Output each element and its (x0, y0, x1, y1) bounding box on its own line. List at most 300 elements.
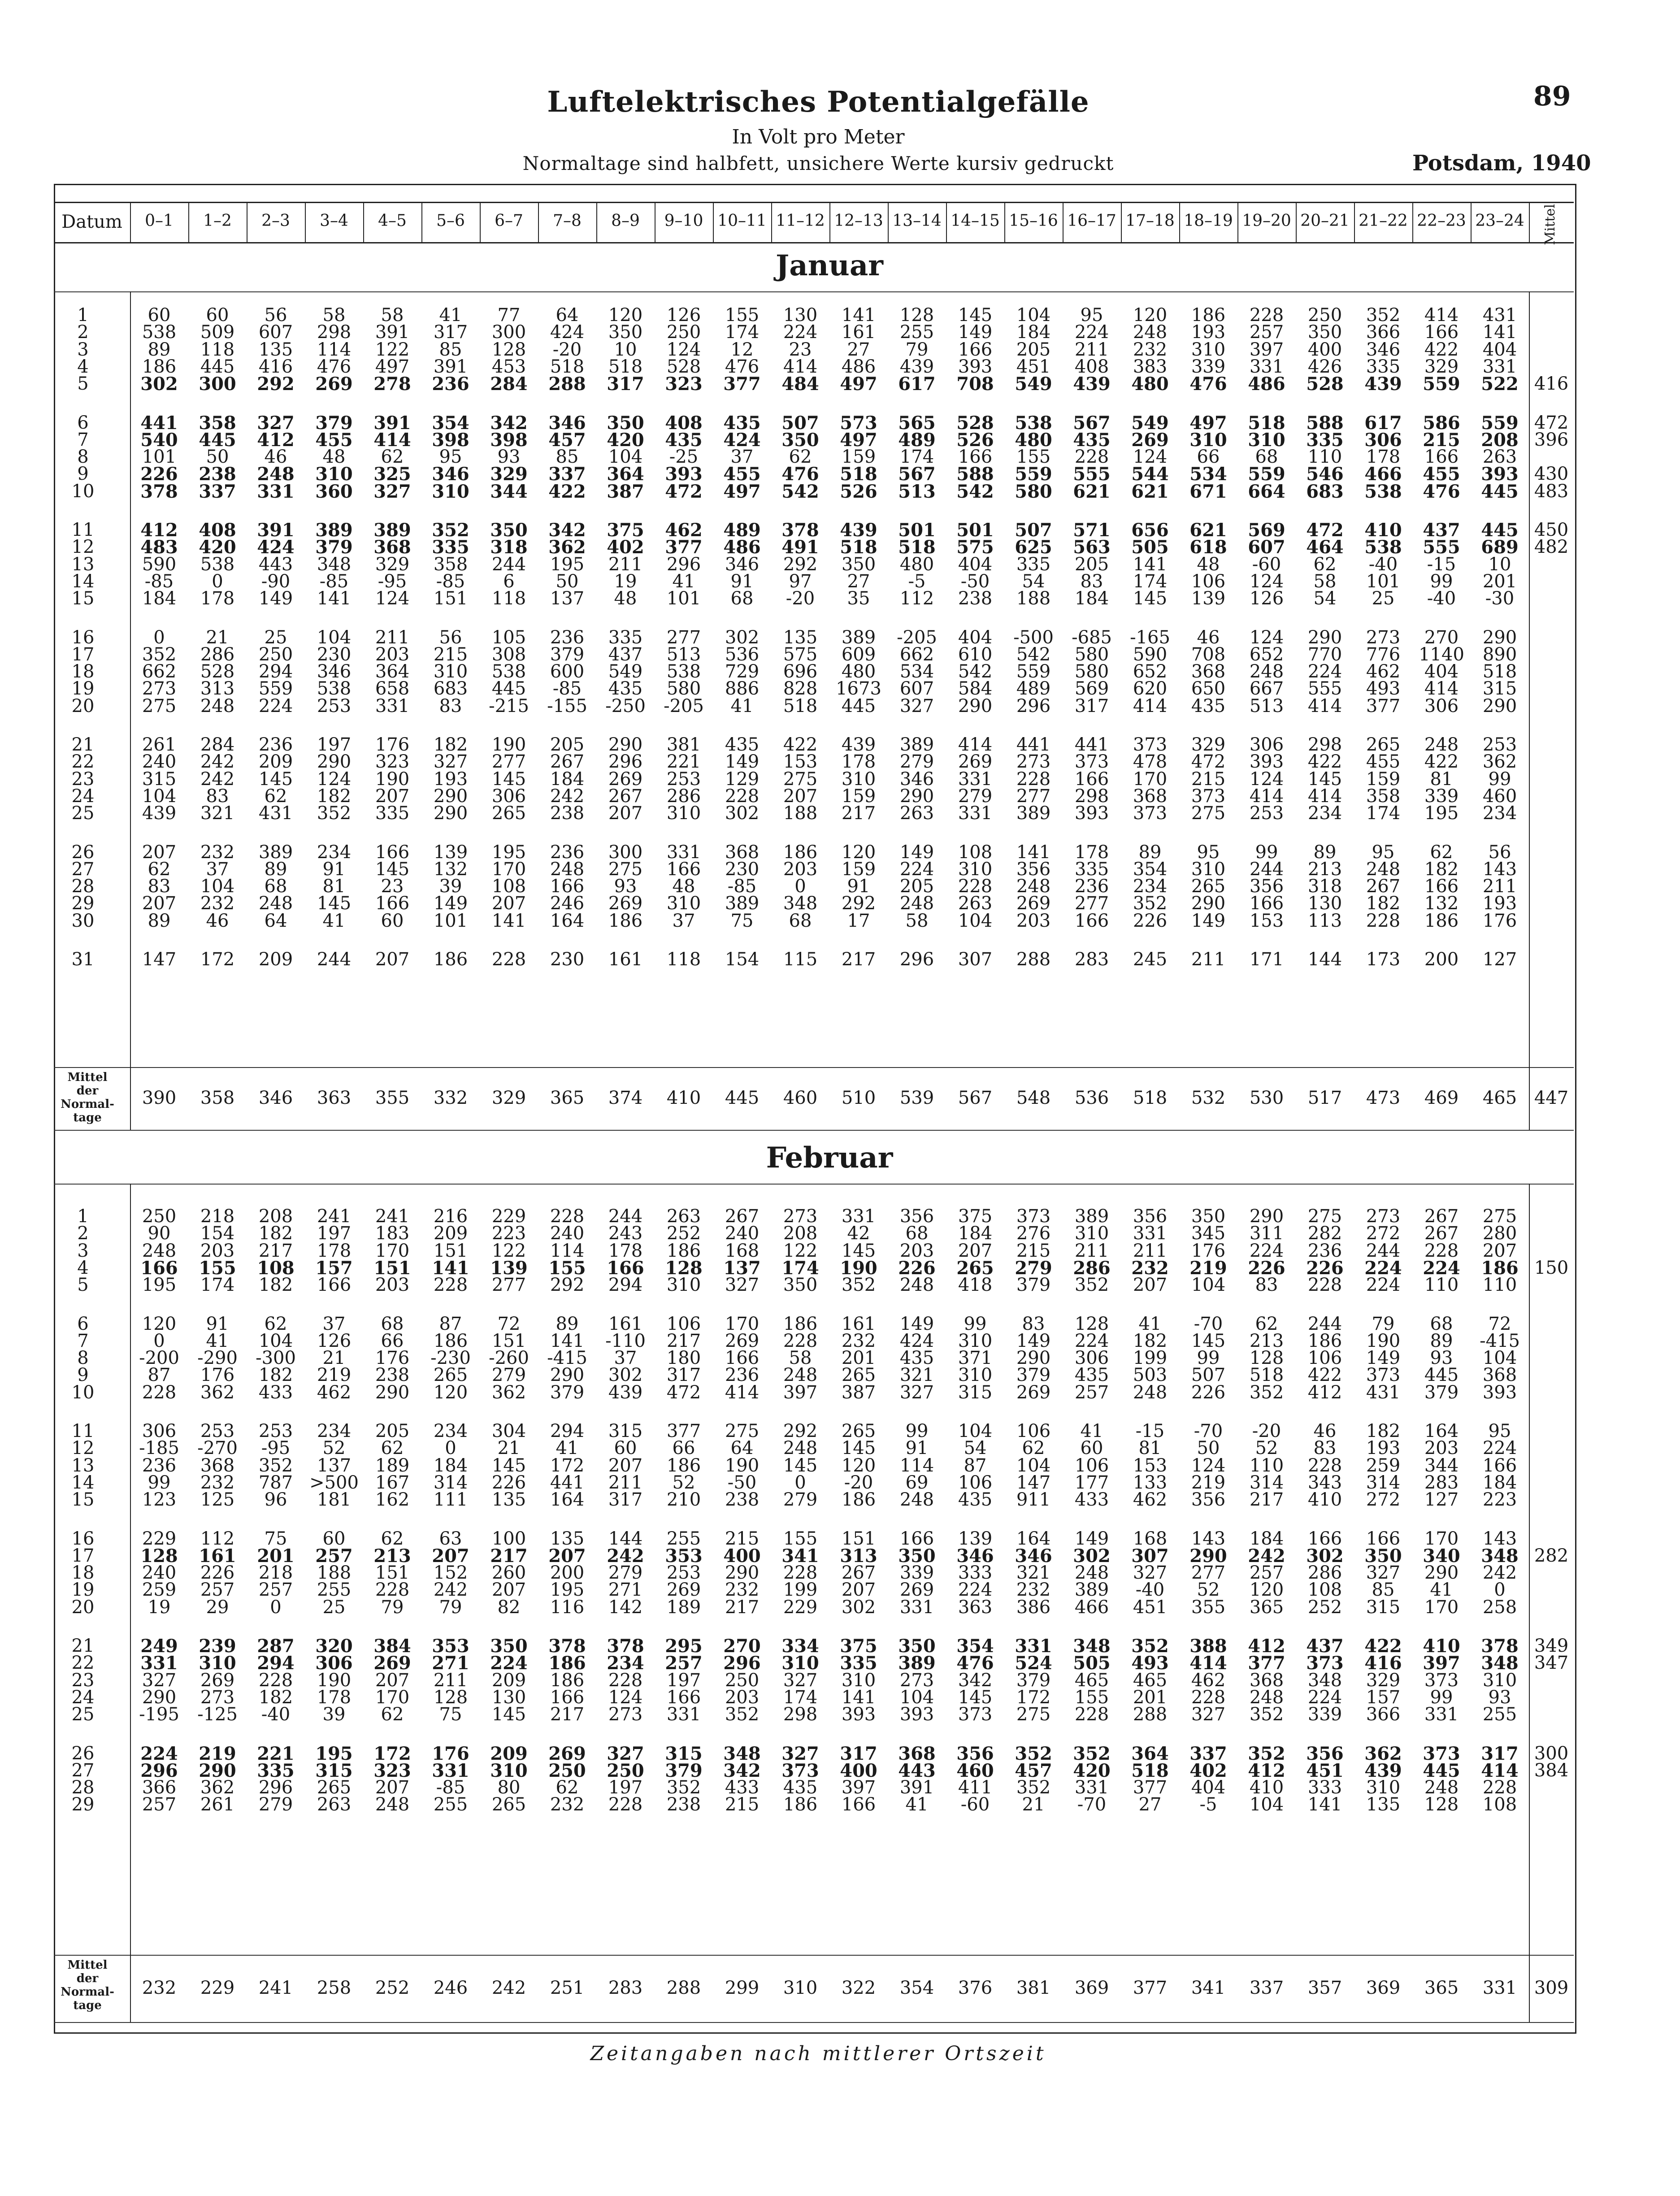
table-cell: 476 (781, 464, 819, 485)
table-cell: 207 (142, 893, 177, 914)
table-cell: 352 (666, 1777, 701, 1798)
table-cell: 80 (497, 1777, 521, 1798)
table-cell: 42 (847, 1223, 870, 1244)
table-cell: 226 (1191, 1382, 1226, 1403)
day-number: 28 (71, 1777, 95, 1798)
table-cell: 443 (898, 1760, 936, 1781)
table-cell: 346 (1015, 1545, 1052, 1567)
column-rule (829, 202, 830, 242)
table-cell: 0 (153, 627, 165, 648)
table-cell: 528 (200, 661, 235, 682)
table-cell: 350 (841, 554, 876, 575)
table-cell: 355 (1191, 1597, 1226, 1618)
table-cell: 286 (1307, 1562, 1342, 1584)
table-cell: 139 (1191, 588, 1226, 609)
table-cell: 277 (1016, 786, 1051, 807)
table-cell: 224 (1482, 1438, 1517, 1459)
table-cell: 172 (1016, 1687, 1051, 1708)
table-cell: -20 (844, 1472, 873, 1493)
header-hour: 22–23 (1417, 212, 1466, 230)
table-cell: 315 (142, 768, 177, 790)
table-cell: 253 (1249, 803, 1284, 824)
table-cell: 126 (1249, 588, 1284, 609)
table-cell: 433 (1074, 1489, 1109, 1510)
table-cell: 555 (1073, 464, 1111, 485)
table-cell: 104 (200, 876, 235, 897)
table-cell: 58 (1313, 571, 1337, 592)
table-cell: 265 (491, 1794, 526, 1815)
table-cell: 590 (1133, 644, 1168, 665)
table-cell: 290 (1307, 627, 1342, 648)
table-cell: 327 (899, 695, 934, 716)
normal-mean-cell: 365 (550, 1088, 585, 1108)
table-cell: 352 (841, 1275, 876, 1296)
table-cell: 284 (200, 734, 235, 755)
day-number: 14 (71, 571, 95, 592)
table-cell: -200 (139, 1348, 179, 1369)
table-cell: 241 (375, 1206, 410, 1227)
table-cell: 911 (1016, 1489, 1051, 1510)
table-cell: 0 (1494, 1580, 1506, 1601)
table-cell: 362 (200, 1777, 235, 1798)
table-cell: 296 (608, 751, 643, 773)
table-cell: 391 (433, 356, 468, 377)
table-cell: 89 (1430, 1330, 1453, 1351)
table-cell: 182 (1424, 859, 1459, 880)
table-cell: 244 (608, 1206, 643, 1227)
table-cell: 414 (958, 734, 993, 755)
table-cell: 352 (1073, 1743, 1111, 1764)
table-cell: 346 (432, 464, 469, 485)
table-cell: 75 (439, 1704, 462, 1725)
mean-row-label-line: Normal- (61, 1985, 114, 1999)
table-cell: 414 (1249, 786, 1284, 807)
table-cell: 342 (723, 1760, 761, 1781)
table-cell: 149 (258, 588, 293, 609)
table-cell: 272 (1366, 1223, 1401, 1244)
table-cell: 10 (614, 339, 637, 360)
table-cell: 236 (725, 1365, 760, 1386)
table-cell: 91 (730, 571, 754, 592)
table-cell: 335 (1016, 554, 1051, 575)
table-cell: 166 (1424, 876, 1459, 897)
table-cell: 219 (317, 1365, 352, 1386)
table-cell: 567 (898, 464, 936, 485)
table-cell: 106 (1016, 1421, 1051, 1441)
table-cell: 542 (1016, 644, 1051, 665)
table-cell: 259 (142, 1580, 177, 1601)
table-cell: 393 (1074, 803, 1109, 824)
table-cell: 526 (956, 429, 994, 451)
table-cell: 439 (1073, 373, 1111, 395)
table-cell: 563 (1073, 537, 1111, 558)
table-cell: 280 (1482, 1223, 1517, 1244)
table-cell: 272 (1366, 1489, 1401, 1510)
table-cell: 335 (432, 537, 469, 558)
normal-mean-cell: 381 (1016, 1978, 1051, 1998)
normal-mean-cell: 346 (258, 1088, 293, 1108)
table-cell: 290 (550, 1365, 585, 1386)
table-cell: 518 (550, 356, 585, 377)
table-cell: 174 (1133, 571, 1168, 592)
table-cell: 139 (433, 842, 468, 863)
daily-mean: 349 (1534, 1636, 1569, 1656)
table-cell: 503 (1133, 1365, 1168, 1386)
table-cell: -40 (1368, 554, 1398, 575)
table-cell: 489 (1016, 678, 1051, 699)
table-cell: 82 (497, 1597, 521, 1618)
table-cell: -60 (960, 1794, 990, 1815)
table-cell: 348 (1481, 1545, 1519, 1567)
table-cell: 555 (1423, 537, 1460, 558)
day-number: 22 (71, 1653, 95, 1674)
table-cell: 350 (783, 1275, 818, 1296)
table-cell: 337 (199, 481, 236, 502)
table-cell: 108 (491, 876, 526, 897)
header-mittel: Mittel (1542, 204, 1558, 245)
table-cell: 828 (783, 678, 818, 699)
table-cell: 155 (1016, 447, 1051, 468)
table-cell: 188 (1016, 588, 1051, 609)
table-cell: 186 (666, 1455, 701, 1476)
table-cell: 424 (257, 537, 295, 558)
table-cell: 404 (958, 627, 993, 648)
table-cell: 213 (373, 1545, 411, 1567)
table-cell: 166 (1366, 1528, 1401, 1549)
table-cell: 260 (491, 1562, 526, 1584)
table-cell: 224 (783, 322, 818, 343)
table-cell: 188 (783, 803, 818, 824)
header-hour: 2–3 (261, 212, 290, 230)
table-cell: 143 (1482, 1528, 1517, 1549)
table-cell: 350 (1191, 1206, 1226, 1227)
table-cell: 226 (1248, 1257, 1285, 1279)
table-cell: 306 (1074, 1348, 1109, 1369)
table-cell: 181 (317, 1489, 352, 1510)
table-cell: 327 (783, 1670, 818, 1691)
table-cell: 244 (491, 554, 526, 575)
table-cell: 161 (608, 1313, 643, 1334)
day-number: 1 (77, 1206, 89, 1227)
normal-mean-cell: 445 (725, 1088, 760, 1108)
table-cell: 186 (666, 1240, 701, 1261)
table-cell: 93 (1430, 1348, 1453, 1369)
table-cell: 536 (725, 644, 760, 665)
table-cell: 366 (1366, 1704, 1401, 1725)
column-rule (363, 202, 364, 242)
table-cell: 81 (1430, 768, 1453, 790)
table-cell: 344 (490, 481, 528, 502)
table-cell: 48 (672, 876, 695, 897)
table-cell: 356 (956, 1743, 994, 1764)
day-number: 6 (77, 412, 89, 433)
table-cell: 580 (1015, 481, 1052, 502)
table-cell: 273 (1366, 1206, 1401, 1227)
table-cell: 50 (556, 571, 579, 592)
table-cell: -20 (552, 339, 582, 360)
table-cell: 273 (1016, 751, 1051, 773)
table-cell: 229 (142, 1528, 177, 1549)
table-cell: 145 (783, 1455, 818, 1476)
table-cell: 362 (491, 1382, 526, 1403)
location-label: Potsdam, 1940 (1412, 151, 1591, 176)
table-cell: 155 (783, 1528, 818, 1549)
table-cell: 472 (1191, 751, 1226, 773)
table-cell: 174 (783, 1687, 818, 1708)
table-cell: 228 (1482, 1777, 1517, 1798)
table-cell: 166 (666, 1687, 701, 1708)
table-cell: 368 (898, 1743, 936, 1764)
normal-mean-cell: 460 (783, 1088, 818, 1108)
table-cell: 162 (375, 1489, 410, 1510)
table-cell: 310 (433, 661, 468, 682)
table-cell: 346 (548, 412, 586, 434)
table-cell: 267 (1424, 1223, 1459, 1244)
table-cell: 197 (317, 734, 352, 755)
table-cell: 208 (1481, 429, 1519, 451)
table-cell: 462 (1191, 1670, 1226, 1691)
table-cell: 248 (1074, 1562, 1109, 1584)
table-cell: 302 (608, 1365, 643, 1386)
table-cell: 549 (608, 661, 643, 682)
column-rule (1237, 202, 1238, 242)
table-cell: 315 (608, 1421, 643, 1441)
table-cell: 128 (140, 1545, 178, 1567)
mean-row-label (54, 1958, 121, 2012)
table-cell: 588 (1306, 412, 1344, 434)
table-cell: 364 (1131, 1743, 1169, 1764)
table-cell: 83 (1255, 1275, 1278, 1296)
table-cell: 253 (258, 1421, 293, 1441)
table-cell: 99 (148, 1472, 171, 1493)
table-cell: 128 (899, 305, 934, 325)
table-cell: 310 (1189, 429, 1227, 451)
table-cell: 310 (781, 1653, 819, 1674)
normal-mean-cell: 358 (200, 1088, 235, 1108)
table-cell: 269 (1131, 429, 1169, 451)
table-cell: 122 (375, 339, 410, 360)
table-cell: 356 (1191, 1489, 1226, 1510)
table-cell: 302 (725, 627, 760, 648)
table-cell: 404 (1482, 339, 1517, 360)
table-cell: 439 (1364, 373, 1402, 395)
table-cell: 63 (439, 1528, 462, 1549)
table-cell: 278 (373, 373, 411, 395)
table-cell: 104 (1191, 1275, 1226, 1296)
column-rule (1354, 202, 1355, 242)
table-cell: 207 (491, 1580, 526, 1601)
table-cell: 327 (373, 481, 411, 502)
table-cell: 238 (725, 1489, 760, 1510)
table-cell: 422 (1424, 751, 1459, 773)
table-cell: 302 (140, 373, 178, 395)
table-cell: 559 (258, 678, 293, 699)
table-cell: 708 (956, 373, 994, 395)
table-cell: 455 (723, 464, 761, 485)
table-cell: 246 (550, 893, 585, 914)
table-cell: 217 (258, 1240, 293, 1261)
table-cell: 275 (1307, 1206, 1342, 1227)
table-cell: 174 (899, 447, 934, 468)
table-cell: 141 (841, 305, 876, 325)
table-cell: 166 (958, 447, 993, 468)
table-cell: 224 (958, 1580, 993, 1601)
table-cell: 412 (257, 429, 295, 451)
table-cell: 292 (783, 1421, 818, 1441)
table-cell: 292 (783, 554, 818, 575)
table-cell: 83 (439, 695, 462, 716)
table-cell: 81 (1138, 1438, 1162, 1459)
normal-mean-cell: 241 (258, 1978, 293, 1998)
table-cell: 379 (315, 412, 353, 434)
table-cell: 77 (497, 305, 521, 325)
table-cell: 317 (607, 373, 644, 395)
day-number: 15 (71, 1489, 95, 1510)
table-cell: 308 (491, 644, 526, 665)
table-cell: 534 (1189, 464, 1227, 485)
table-cell: 352 (317, 803, 352, 824)
table-cell: 182 (1366, 893, 1401, 914)
table-cell: -40 (261, 1704, 291, 1725)
table-cell: 538 (666, 661, 701, 682)
table-cell: 178 (1074, 842, 1109, 863)
table-cell: 352 (258, 1455, 293, 1476)
table-cell: 205 (899, 876, 934, 897)
table-cell: 358 (199, 412, 236, 434)
table-cell: 128 (433, 1687, 468, 1708)
table-cell: 290 (1191, 893, 1226, 914)
day-number: 8 (77, 1348, 89, 1369)
table-cell: 112 (200, 1528, 235, 1549)
table-cell: 528 (1306, 373, 1344, 395)
table-cell: 465 (1074, 1670, 1109, 1691)
column-rule (421, 202, 422, 242)
table-cell: 387 (607, 481, 644, 502)
table-cell: 128 (1249, 1348, 1284, 1369)
table-cell: 207 (142, 842, 177, 863)
table-cell: 186 (1424, 910, 1459, 931)
table-cell: 234 (1133, 876, 1168, 897)
table-cell: 178 (841, 751, 876, 773)
table-cell: 99 (1488, 768, 1511, 790)
table-cell: 205 (550, 734, 585, 755)
table-cell: 79 (905, 339, 929, 360)
day-number: 24 (71, 786, 95, 807)
table-cell: 248 (1366, 859, 1401, 880)
table-cell: 269 (548, 1743, 586, 1764)
table-cell: 290 (199, 1760, 236, 1781)
table-cell: 414 (1133, 695, 1168, 716)
table-cell: 221 (666, 751, 701, 773)
table-cell: 228 (375, 1580, 410, 1601)
table-cell: 236 (550, 842, 585, 863)
table-cell: 149 (433, 893, 468, 914)
table-cell: 400 (840, 1760, 877, 1781)
table-cell: 377 (666, 1421, 701, 1441)
table-cell: 197 (317, 1223, 352, 1244)
table-cell: 166 (550, 1687, 585, 1708)
table-cell: 135 (550, 1528, 585, 1549)
table-cell: 124 (1249, 768, 1284, 790)
table-cell: 333 (1307, 1777, 1342, 1798)
table-cell: 238 (199, 464, 236, 485)
day-number: 5 (77, 1275, 89, 1296)
table-cell: 104 (608, 447, 643, 468)
table-cell: 224 (1249, 1240, 1284, 1261)
table-cell: -70 (1194, 1313, 1223, 1334)
table-cell: 193 (433, 768, 468, 790)
table-cell: 226 (1133, 910, 1168, 931)
table-cell: 288 (548, 373, 586, 395)
table-cell: 168 (725, 1240, 760, 1261)
table-cell: 453 (491, 356, 526, 377)
table-cell: 195 (142, 1275, 177, 1296)
table-cell: 60 (206, 305, 229, 325)
table-cell: 124 (1133, 447, 1168, 468)
table-cell: 21 (1022, 1794, 1045, 1815)
table-cell: 104 (958, 1421, 993, 1441)
table-cell: 122 (491, 1240, 526, 1261)
table-cell: 60 (148, 305, 171, 325)
column-rule (713, 202, 714, 242)
table-cell: 518 (898, 537, 936, 558)
table-cell: -125 (197, 1704, 238, 1725)
table-cell: 159 (1366, 768, 1401, 790)
table-cell: 221 (257, 1743, 295, 1764)
table-cell: 267 (608, 786, 643, 807)
table-cell: 373 (1306, 1653, 1344, 1674)
column-rule (480, 202, 481, 242)
table-cell: 269 (373, 1653, 411, 1674)
table-cell: 228 (1366, 910, 1401, 931)
table-cell: 518 (1482, 661, 1517, 682)
table-cell: 435 (608, 678, 643, 699)
table-cell: 466 (1364, 464, 1402, 485)
table-cell: -25 (669, 447, 699, 468)
table-cell: 143 (1191, 1528, 1226, 1549)
table-cell: 298 (783, 1704, 818, 1725)
table-cell: 269 (315, 373, 353, 395)
table-cell: 219 (1191, 1472, 1226, 1493)
day-number: 16 (71, 627, 95, 648)
table-cell: 310 (199, 1653, 236, 1674)
table-cell: 124 (608, 1687, 643, 1708)
table-cell: 462 (1366, 661, 1401, 682)
table-cell: 151 (373, 1257, 411, 1279)
table-cell: 457 (1015, 1760, 1052, 1781)
table-cell: 130 (491, 1687, 526, 1708)
table-cell: 252 (1307, 1597, 1342, 1618)
table-cell: 108 (1307, 1580, 1342, 1601)
table-cell: 95 (1197, 842, 1220, 863)
table-cell: 569 (1248, 520, 1285, 541)
table-cell: 141 (432, 1257, 469, 1279)
table-cell: 412 (1248, 1760, 1285, 1781)
table-cell: -195 (139, 1704, 179, 1725)
table-cell: 455 (1366, 751, 1401, 773)
table-cell: 236 (432, 373, 469, 395)
table-cell: 228 (1307, 1455, 1342, 1476)
table-cell: 232 (200, 893, 235, 914)
table-cell: 480 (899, 554, 934, 575)
table-cell: 375 (958, 1206, 993, 1227)
table-cell: 105 (491, 627, 526, 648)
header-hour: 13–14 (892, 212, 942, 230)
table-cell: 580 (1074, 661, 1109, 682)
table-cell: -270 (197, 1438, 238, 1459)
table-cell: 184 (1249, 1528, 1284, 1549)
table-cell: 331 (899, 1597, 934, 1618)
